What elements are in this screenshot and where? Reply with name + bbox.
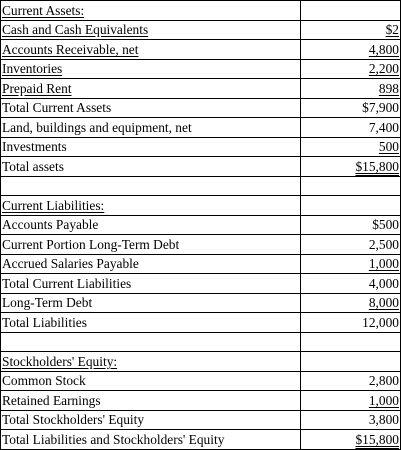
table-row [1, 59, 401, 79]
row-label-cell [1, 410, 301, 430]
row-value-cell [301, 430, 401, 450]
row-value-cell [301, 410, 401, 430]
row-value-cell [301, 215, 401, 235]
row-value-cell [301, 59, 401, 79]
row-value-cell [301, 79, 401, 99]
row-value-cell [301, 293, 401, 313]
table-row [1, 430, 401, 450]
row-label-cell [1, 137, 301, 157]
row-label: Common Stock [2, 373, 86, 389]
row-value-cell [301, 196, 401, 216]
row-value: 4,000 [368, 275, 399, 291]
row-value: 2,200 [368, 61, 399, 77]
row-value: 1,000 [368, 256, 399, 272]
table-row [1, 352, 401, 372]
table-row [1, 1, 401, 21]
row-value: 2,500 [368, 236, 399, 252]
row-value: $15,800 [355, 158, 399, 174]
table-row [1, 98, 401, 118]
row-label-cell [1, 391, 301, 411]
row-value-cell [301, 254, 401, 274]
row-value-cell [301, 1, 401, 21]
row-label: Land, buildings and equipment, net [2, 119, 192, 135]
row-label-cell [1, 176, 301, 196]
row-value: 8,000 [368, 295, 399, 311]
table-row [1, 235, 401, 255]
row-label: Retained Earnings [2, 392, 101, 408]
table-row [1, 293, 401, 313]
row-label: Total assets [2, 158, 64, 174]
row-label: Total Stockholders' Equity [2, 412, 145, 428]
row-label-cell [1, 371, 301, 391]
row-label: Current Portion Long-Term Debt [2, 236, 180, 252]
row-label-cell [1, 59, 301, 79]
table-row [1, 332, 401, 352]
row-label: Accounts Payable [2, 217, 99, 233]
row-value: 2,800 [368, 373, 399, 389]
row-value: 1,000 [368, 392, 399, 408]
table-row [1, 176, 401, 196]
row-label-cell [1, 235, 301, 255]
row-label-cell [1, 196, 301, 216]
row-label-cell [1, 20, 301, 40]
row-value-cell [301, 332, 401, 352]
row-value-cell [301, 391, 401, 411]
table-row [1, 20, 401, 40]
row-label-cell [1, 313, 301, 333]
row-value: $15,800 [355, 431, 399, 447]
row-value-cell [301, 118, 401, 138]
row-value: 3,800 [368, 412, 399, 428]
table-row [1, 137, 401, 157]
row-value: $2 [385, 22, 399, 38]
row-label: Accrued Salaries Payable [2, 256, 139, 272]
row-value-cell [301, 352, 401, 372]
row-value: 7,400 [368, 119, 399, 135]
row-value-cell [301, 235, 401, 255]
row-label: Long-Term Debt [2, 295, 93, 311]
row-label-cell [1, 118, 301, 138]
row-label: Current Liabilities: [2, 197, 105, 213]
row-label: Stockholders' Equity: [2, 353, 118, 369]
row-label-cell [1, 157, 301, 177]
row-label-cell [1, 352, 301, 372]
table-row [1, 254, 401, 274]
balance-sheet-body [1, 1, 401, 450]
row-value-cell [301, 274, 401, 294]
row-value-cell [301, 137, 401, 157]
row-value: $7,900 [362, 100, 399, 116]
row-value-cell [301, 40, 401, 60]
row-label: Total Current Liabilities [2, 275, 132, 291]
table-row [1, 371, 401, 391]
row-label-cell [1, 274, 301, 294]
row-label-cell [1, 79, 301, 99]
row-value-cell [301, 98, 401, 118]
row-label: Prepaid Rent [2, 80, 72, 96]
table-row [1, 313, 401, 333]
row-label-cell [1, 40, 301, 60]
table-row [1, 196, 401, 216]
row-value-cell [301, 157, 401, 177]
row-value: 12,000 [362, 314, 399, 330]
table-row [1, 157, 401, 177]
row-label: Investments [2, 139, 67, 155]
row-label: Cash and Cash Equivalents [2, 22, 149, 38]
table-row [1, 40, 401, 60]
row-label: Total Liabilities and Stockholders' Equity [2, 431, 225, 447]
row-label-cell [1, 293, 301, 313]
row-value-cell [301, 371, 401, 391]
table-row [1, 215, 401, 235]
row-label-cell [1, 430, 301, 450]
row-label: Accounts Receivable, net [2, 41, 139, 57]
row-value-cell [301, 313, 401, 333]
row-label-cell [1, 254, 301, 274]
row-value-cell [301, 20, 401, 40]
row-label-cell [1, 332, 301, 352]
table-row [1, 79, 401, 99]
row-value: $500 [372, 217, 399, 233]
table-row [1, 391, 401, 411]
row-label-cell [1, 215, 301, 235]
row-label: Current Assets: [2, 2, 85, 18]
row-value-cell [301, 176, 401, 196]
row-label: Total Liabilities [2, 314, 87, 330]
row-label: Inventories [2, 61, 63, 77]
row-label-cell [1, 98, 301, 118]
table-row [1, 410, 401, 430]
row-value: 898 [378, 80, 399, 96]
row-value: 500 [378, 139, 399, 155]
row-value: 4,800 [368, 41, 399, 57]
table-row [1, 274, 401, 294]
table-row [1, 118, 401, 138]
row-label-cell [1, 1, 301, 21]
row-label: Total Current Assets [2, 100, 112, 116]
